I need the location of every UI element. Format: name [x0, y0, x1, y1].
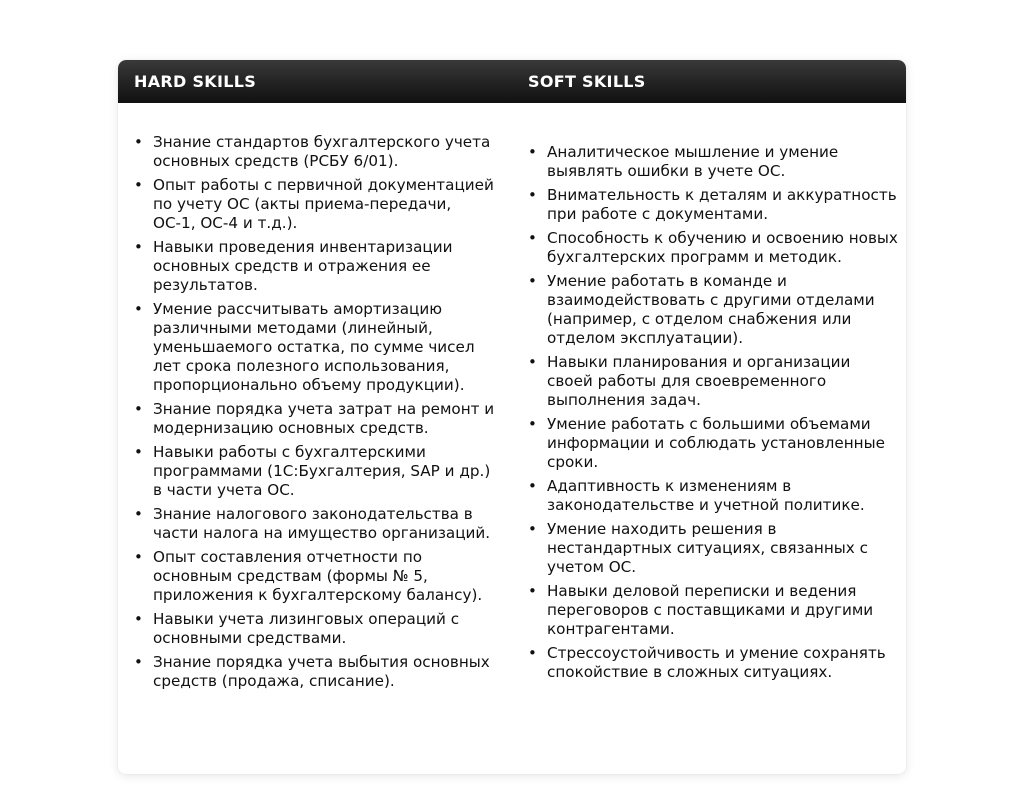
list-item: • Навыки проведения инвентаризации основных средств и отражения ее результатов. — [118, 238, 512, 295]
list-item: • Умение рассчитывать амортизацию различными методами (линейный, уменьшаемого остатка, по сумме чисел лет срока полезного использования, пропорционально объему продукции). — [118, 300, 512, 395]
list-item: • Знание порядка учета затрат на ремонт и модернизацию основных средств. — [118, 400, 512, 438]
list-item: • Аналитическое мышление и умение выявлять ошибки в учете ОС. — [512, 143, 906, 181]
hard-skills-heading: HARD SKILLS — [134, 72, 257, 91]
list-item: • Навыки деловой переписки и ведения переговоров с поставщиками и другими контрагентами. — [512, 582, 906, 639]
soft-skills-list — [512, 143, 906, 682]
hard-skills-column — [118, 103, 512, 696]
list-item: • Навыки планирования и организации своей работы для своевременного выполнения задач. — [512, 353, 906, 410]
list-item: • Знание налогового законодательства в части налога на имущество организаций. — [118, 505, 512, 543]
list-item: • Умение находить решения в нестандартных ситуациях, связанных с учетом ОС. — [512, 520, 906, 577]
skills-table — [118, 60, 906, 774]
list-item: • Знание порядка учета выбытия основных средств (продажа, списание). — [118, 653, 512, 691]
list-item: • Стрессоустойчивость и умение сохранять спокойствие в сложных ситуациях. — [512, 644, 906, 682]
table-body — [118, 103, 906, 696]
list-item: • Умение работать с большими объемами информации и соблюдать установленные сроки. — [512, 415, 906, 472]
list-item: • Способность к обучению и освоению новых бухгалтерских программ и методик. — [512, 229, 906, 267]
soft-skills-column — [512, 103, 906, 696]
list-item: • Умение работать в команде и взаимодействовать с другими отделами (например, с отделом снабжения или отделом эксплуатации). — [512, 272, 906, 348]
list-item: • Знание стандартов бухгалтерского учета основных средств (РСБУ 6/01). — [118, 133, 512, 171]
list-item: • Навыки учета лизинговых операций с основными средствами. — [118, 610, 512, 648]
list-item: • Опыт составления отчетности по основным средствам (формы № 5, приложения к бухгалтерскому балансу). — [118, 548, 512, 605]
soft-skills-heading: SOFT SKILLS — [528, 72, 646, 91]
list-item: • Опыт работы с первичной документацией по учету ОС (акты приема-передачи, ОС-1, ОС-4 и т.д.). — [118, 176, 512, 233]
list-item: • Адаптивность к изменениям в законодательстве и учетной политике. — [512, 477, 906, 515]
table-header — [118, 60, 906, 103]
list-item: • Навыки работы с бухгалтерскими программами (1С:Бухгалтерия, SAP и др.) в части учета ОС. — [118, 443, 512, 500]
hard-skills-list — [118, 133, 512, 691]
list-item: • Внимательность к деталям и аккуратность при работе с документами. — [512, 186, 906, 224]
